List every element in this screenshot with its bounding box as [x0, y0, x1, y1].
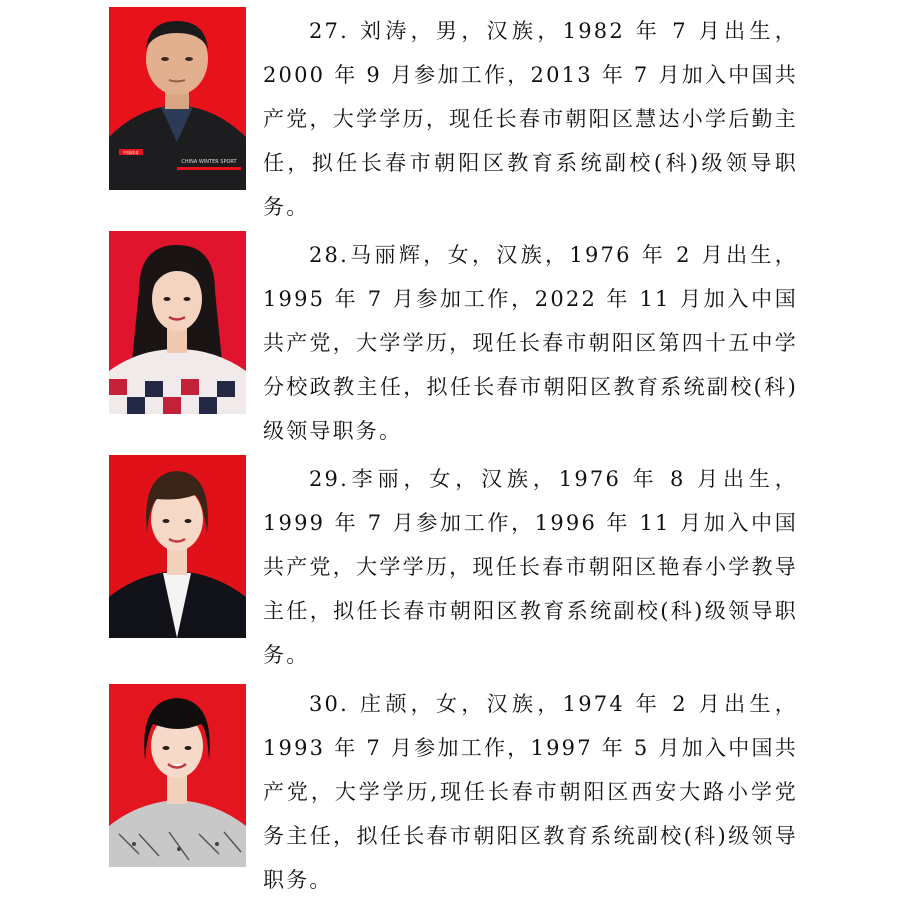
portrait-photo-30 — [109, 684, 246, 867]
jacket-badge-text: 中国体育 — [123, 150, 139, 155]
portrait-photo-28 — [109, 231, 246, 414]
bio-text-30: 30. 庄颉，女，汉族，1974 年 2 月出生，1993 年 7 月参加工作，1997 年 5 月加入中国共产党，大学学历,现任长春市朝阳区西安大路小学党务主任，拟任长春市朝阳区教育系统副校(科)级领导职务。 — [263, 692, 798, 892]
jacket-print-text: CHINA WINTER SPORT — [181, 159, 237, 165]
bio-text-28: 28.马丽辉，女，汉族，1976 年 2 月出生，1995 年 7 月参加工作，2022 年 11 月加入中国共产党，大学学历，现任长春市朝阳区第四十五中学分校政教主任，拟任长春市朝阳区教育系统副校(科)级领导职务。 — [263, 243, 798, 443]
portrait-photo-27 — [109, 7, 246, 190]
bio-text-27: 27. 刘涛，男，汉族，1982 年 7 月出生，2000 年 9 月参加工作，2013 年 7 月加入中国共产党，大学学历，现任长春市朝阳区慧达小学后勤主任，拟任长春市朝阳区教育系统副校(科)级领导职务。 — [263, 19, 798, 219]
bio-text-29: 29.李丽，女，汉族，1976 年 8 月出生，1999 年 7 月参加工作，1996 年 11 月加入中国共产党，大学学历，现任长春市朝阳区艳春小学教导主任，拟任长春市朝阳区教育系统副校(科)级领导职务。 — [263, 467, 798, 667]
portrait-photo-29 — [109, 455, 246, 638]
